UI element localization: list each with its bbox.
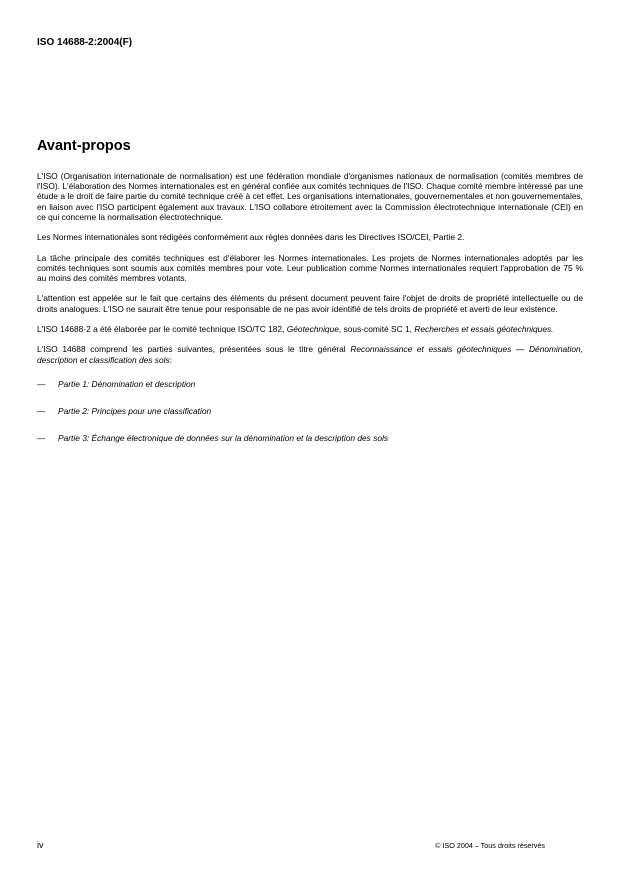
general-title: Reconnaissance et essais géotechniques — Dénomination, description et classification des sols <box>37 344 583 365</box>
part-title: Partie 2: Principes pour une classification <box>58 405 212 416</box>
paragraph-prepared-by <box>37 324 583 334</box>
part-title: Partie 1: Dénomination et description <box>58 378 196 389</box>
paragraph-iso-organization: L'ISO (Organisation internationale de normalisation) est une fédération mondiale d'organismes nationaux de normalisation (comités membres de l'ISO). L'élaboration des Normes internationales est en général confiée aux comités techniques de l'ISO. Chaque comité membre intéressé par une étude a le droit de faire partie du comité technique créé à cet effet. Les organisations internationales, gouvernementales et non gouvernementales, en liaison avec l'ISO participent également aux travaux. L'ISO collabore étroitement avec la Commission électrotechnique internationale (CEI) en ce qui concerne la normalisation électrotechnique. <box>37 171 583 222</box>
paragraph-patent-rights: L'attention est appelée sur le fait que certains des éléments du présent document peuvent faire l'objet de droits de propriété intellectuelle ou de droits analogues. L'ISO ne saurait être tenue pour responsable de ne pas avoir identifié de tels droits de propriété et averti de leur existence. <box>37 293 583 314</box>
subcommittee-text: , sous-comité SC 1, <box>338 323 415 334</box>
paragraph-technical-committees: La tâche principale des comités techniques est d'élaborer les Normes internationales. Les projets de Normes internationales adoptés par les comités techniques sont soumis aux comités membres pour vote. Leur publication comme Normes internationales requiert l'approbation de 75 % au moins des comités membres votants. <box>37 252 583 283</box>
page-title: Avant-propos <box>37 138 131 154</box>
parts-list <box>37 379 583 444</box>
page-number: iv <box>37 840 44 850</box>
part-title: Partie 3: Échange électronique de données sur la dénomination et la description des sols <box>58 433 389 444</box>
list-item <box>37 406 583 416</box>
parts-intro-colon: : <box>169 354 172 365</box>
list-dash: — <box>37 405 46 416</box>
list-item <box>37 433 583 443</box>
copyright-notice: © ISO 2004 – Tous droits réservés <box>435 841 545 850</box>
list-dash: — <box>37 378 46 389</box>
list-dash: — <box>37 433 46 444</box>
prepared-by-text: L'ISO 14688-2 a été élaborée par le comité technique ISO/TC 182, <box>37 323 287 334</box>
foreword-body <box>37 171 583 460</box>
paragraph-directives: Les Normes internationales sont rédigées conformément aux règles données dans les Directives ISO/CEI, Partie 2. <box>37 232 465 243</box>
parts-intro-text: L'ISO 14688 comprend les parties suivantes, présentées sous le titre général <box>37 344 351 355</box>
subcommittee-name: Recherches et essais géotechniques. <box>414 323 554 334</box>
document-id: ISO 14688-2:2004(F) <box>37 37 133 48</box>
paragraph-parts-intro <box>37 344 583 364</box>
committee-name: Géotechnique <box>286 323 339 334</box>
list-item <box>37 379 583 389</box>
